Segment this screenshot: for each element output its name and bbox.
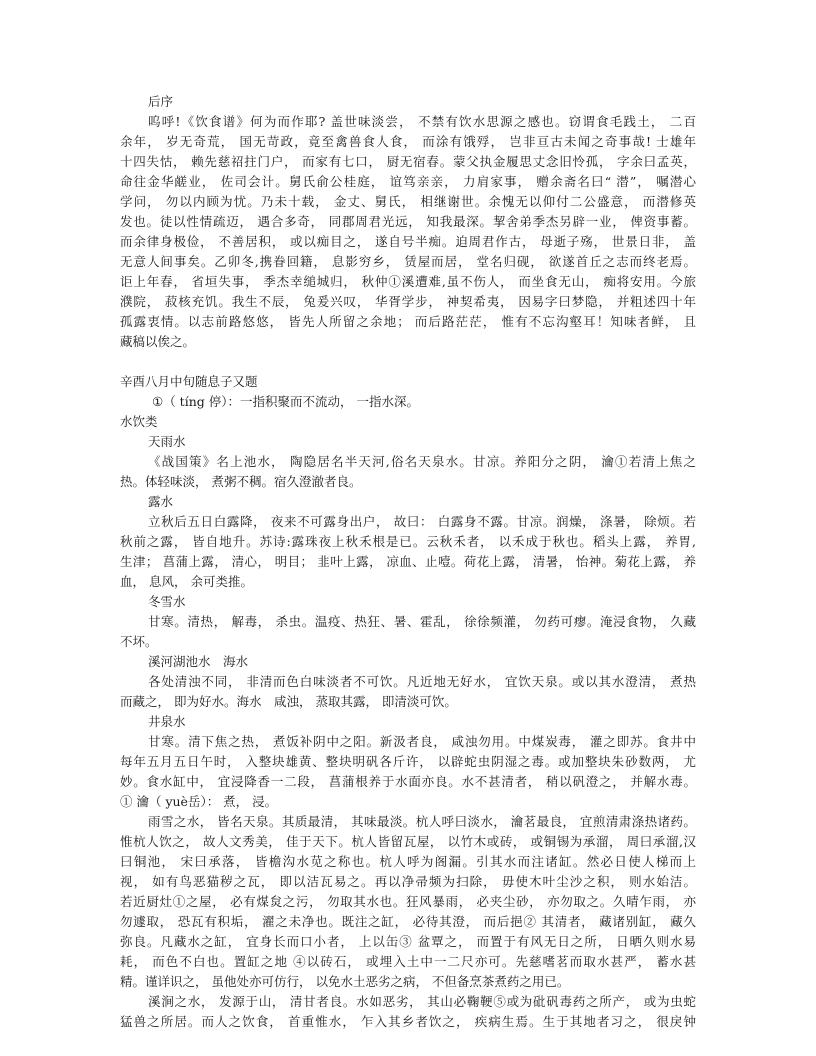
entry-body [120, 612, 696, 652]
text-line: 曰铜池， 宋曰承落， 皆檐沟水苋之称也。杭人呼为阁漏。引其水而注诸缸。然必日使人梯而上 [120, 854, 696, 869]
text-line: 十四失怙， 赖先慈祒拄门户， 而家有七口， 厨无宿春。蒙父执金履思丈念旧怜孤， 字余曰孟英， [120, 154, 696, 169]
text-line: 《战国策》名上池水， 陶隐居名半天河,俗名天泉水。甘凉。养阳分之阴， 瀹①若清上焦之 [148, 454, 696, 469]
text-line: 而藏之， 即为好水。海水 咸浊， 蒸取其露， 即清淡可饮。 [120, 694, 457, 709]
entry-title: 露水 [148, 494, 174, 509]
preface-heading: 后序 [148, 94, 174, 109]
text-line: 濮院， 菽核充饥。我生不辰， 兔爰兴叹， 华胥学步， 神契希夷， 因易字曰梦隐， 并粗述四十年 [120, 294, 696, 309]
text-line: 命往金华鹾业， 佐司会计。舅氏俞公桂庭， 谊笃亲亲， 力肩家事， 赠余斋名曰“ 潜”， 嘱潜心 [120, 174, 696, 189]
entry-body [120, 512, 696, 592]
section-title: 水饮类 [120, 414, 158, 429]
text-line: 学问， 勿以内顾为忧。乃未十载， 金丈、舅氏， 相继谢世。余愧无以仰付二公盛意， 而潜修英 [120, 194, 696, 209]
text-line: 猛兽之所居。而人之饮食， 首重惟水， 乍入其乡者饮之， 疾病生焉。生于其地者习之， 很戾钟 [120, 1014, 696, 1029]
text-line: 雨雪之水， 皆名天泉。其质最清， 其味最淡。杭人呼曰淡水， 瀹茗最良， 宜煎清肃涤热诸药。 [148, 814, 696, 829]
text-line: 热。体轻味淡， 煮粥不稠。宿久澄澈者良。 [120, 474, 362, 489]
footnote: ①（ tíng 停）：一指积聚而不流动， 一指水深。 [152, 394, 419, 409]
entry-body [120, 672, 696, 712]
rainwater-paragraph [120, 812, 696, 992]
entry-body [120, 452, 696, 492]
text-line: 若近厨灶①之屋， 必有煤炱之污， 勿取其水也。狂风暴雨， 必夹尘砂， 亦勿取之。久晴乍雨， 亦 [120, 894, 696, 909]
text-line: 立秋后五日白露降， 夜来不可露身出户， 故曰： 白露身不露。甘凉。润燥， 涤暑， 除烦。若 [148, 514, 696, 529]
text-line: 呜呼!《饮食谱》何为而作耶? 盖世味淡尝， 不禁有饮水思源之感也。窃谓食毛践土， 二百 [148, 114, 696, 129]
text-line: 视， 如有鸟恶猫秽之瓦， 即以洁瓦易之。再以净帚频为扫除， 毋使木叶尘沙之积， 则水始洁。 [120, 874, 696, 889]
text-line: 秋前之露， 皆自地升。苏诗:露珠夜上秋禾根是已。云秋禾者， 以禾成于秋也。稻头上露， 养胃, [120, 534, 696, 549]
text-line: 耗， 而色不白也。置缸之地 ④以砖石， 或埋入土中一二尺亦可。先慈嗜茗而取水甚严， 蓄水甚 [120, 954, 696, 969]
entry-body [120, 732, 696, 812]
entry-title: 天雨水 [148, 434, 186, 449]
text-line: 而余律身极俭， 不善居积， 或以痴目之， 遂自号半痴。迫周君作古， 母逝子殇， 世景日非， 盖 [120, 234, 696, 249]
text-line: 不坏。 [120, 634, 158, 649]
text-line: 发也。徒以性情疏迈， 遇合多奇， 同郡周君光远， 知我最深。挈舍弟季杰另辟一业， 俾资事蓄。 [120, 214, 696, 229]
text-line: 溪涧之水， 发源于山， 清甘者良。水如恶劣， 其山必鞠鞕⑤或为砒矾毒药之所产， 或为虫蛇 [148, 994, 696, 1009]
text-line: 甘寒。清下焦之热， 煮饭补阴中之阳。新汲者良， 咸浊勿用。中煤炭毒， 灌之即苏。食井中 [148, 734, 696, 749]
preface-signature: 辛酉八月中旬随息子又题 [120, 374, 258, 389]
text-line: 藏稿以俟之。 [120, 334, 196, 349]
text-line: 生津； 菖蒲上露， 清心， 明目； 韭叶上露， 凉血、止噎。荷花上露， 清暑， 怡神。菊花上露， 养 [120, 554, 696, 569]
entry-title: 井泉水 [148, 714, 186, 729]
text-line: 甘寒。清热， 解毒， 杀虫。温疫、热狂、暑、霍乱， 徐徐频灌， 勿药可瘳。淹浸食物， 久藏 [148, 614, 696, 629]
preface-body [120, 112, 696, 352]
entry-title: 冬雪水 [148, 594, 186, 609]
text-line: 每年五月五日午时， 入整块雄黄、整块明矾各斤许， 以辟蛇虫阴湿之毒。或加整块朱砂数两， 尤 [120, 754, 696, 769]
text-line: 讵上年春， 省垣失事， 季杰幸缒城归， 秋仲①溪遭难,虽不伤人， 而坐食无山， 痴将安用。今旅 [120, 274, 696, 289]
text-line: 血， 息风， 余可类推。 [120, 574, 253, 589]
text-line: 各处清浊不同， 非清而色白味淡者不可饮。凡近地无好水， 宜饮天泉。或以其水澄清， 煮热 [148, 674, 696, 689]
text-line: 孤露衷情。以志前路悠悠， 皆先人所留之余地； 而后路茫茫， 惟有不忘沟壑耳！知味者鲜， 且 [120, 314, 696, 329]
text-line: 妙。食水缸中， 宜浸降香一二段， 菖蒲根养于水面亦良。水不甚清者， 稍以矾澄之， 并解水毒。 [120, 774, 696, 789]
stream-paragraph [120, 992, 696, 1032]
text-line: 惟杭人饮之， 故人文秀美， 佳于天下。杭人皆留瓦屋， 以竹木或砖， 或铜锡为承溜， 周曰承溜,汉 [120, 834, 696, 849]
entry-title: 溪河湖池水 海水 [148, 654, 249, 669]
document-page [120, 92, 696, 1032]
text-line: 勿遽取， 恐瓦有积垢， 濯之未净也。既注之缸， 必待其澄， 而后挹② 其清者， 藏诸别缸， 藏久 [120, 914, 696, 929]
text-line: 余年， 岁无奇荒， 国无苛政，竟至禽兽食人食， 而涂有饿殍， 岂非亘古未闻之奇事哉! 士雄年 [120, 134, 696, 149]
text-line: 弥良。凡藏水之缸， 宜身长而口小者， 上以缶③ 盆覃之， 而置于有风无日之所， 日晒久则水易 [120, 934, 696, 949]
text-line: 无意人间事矣。乙卯冬,携眷回籍， 息影穷乡， 赁屋而居， 堂名归砚， 欲遂首丘之志而终老焉。 [120, 254, 696, 269]
text-line: 精。谨详识之， 虽他处亦可仿行， 以免水土恶劣之病， 不但备烹茶煮药之用已。 [120, 974, 570, 989]
footnote: ① 瀹（ yuè岳）： 煮， 浸。 [120, 794, 278, 809]
